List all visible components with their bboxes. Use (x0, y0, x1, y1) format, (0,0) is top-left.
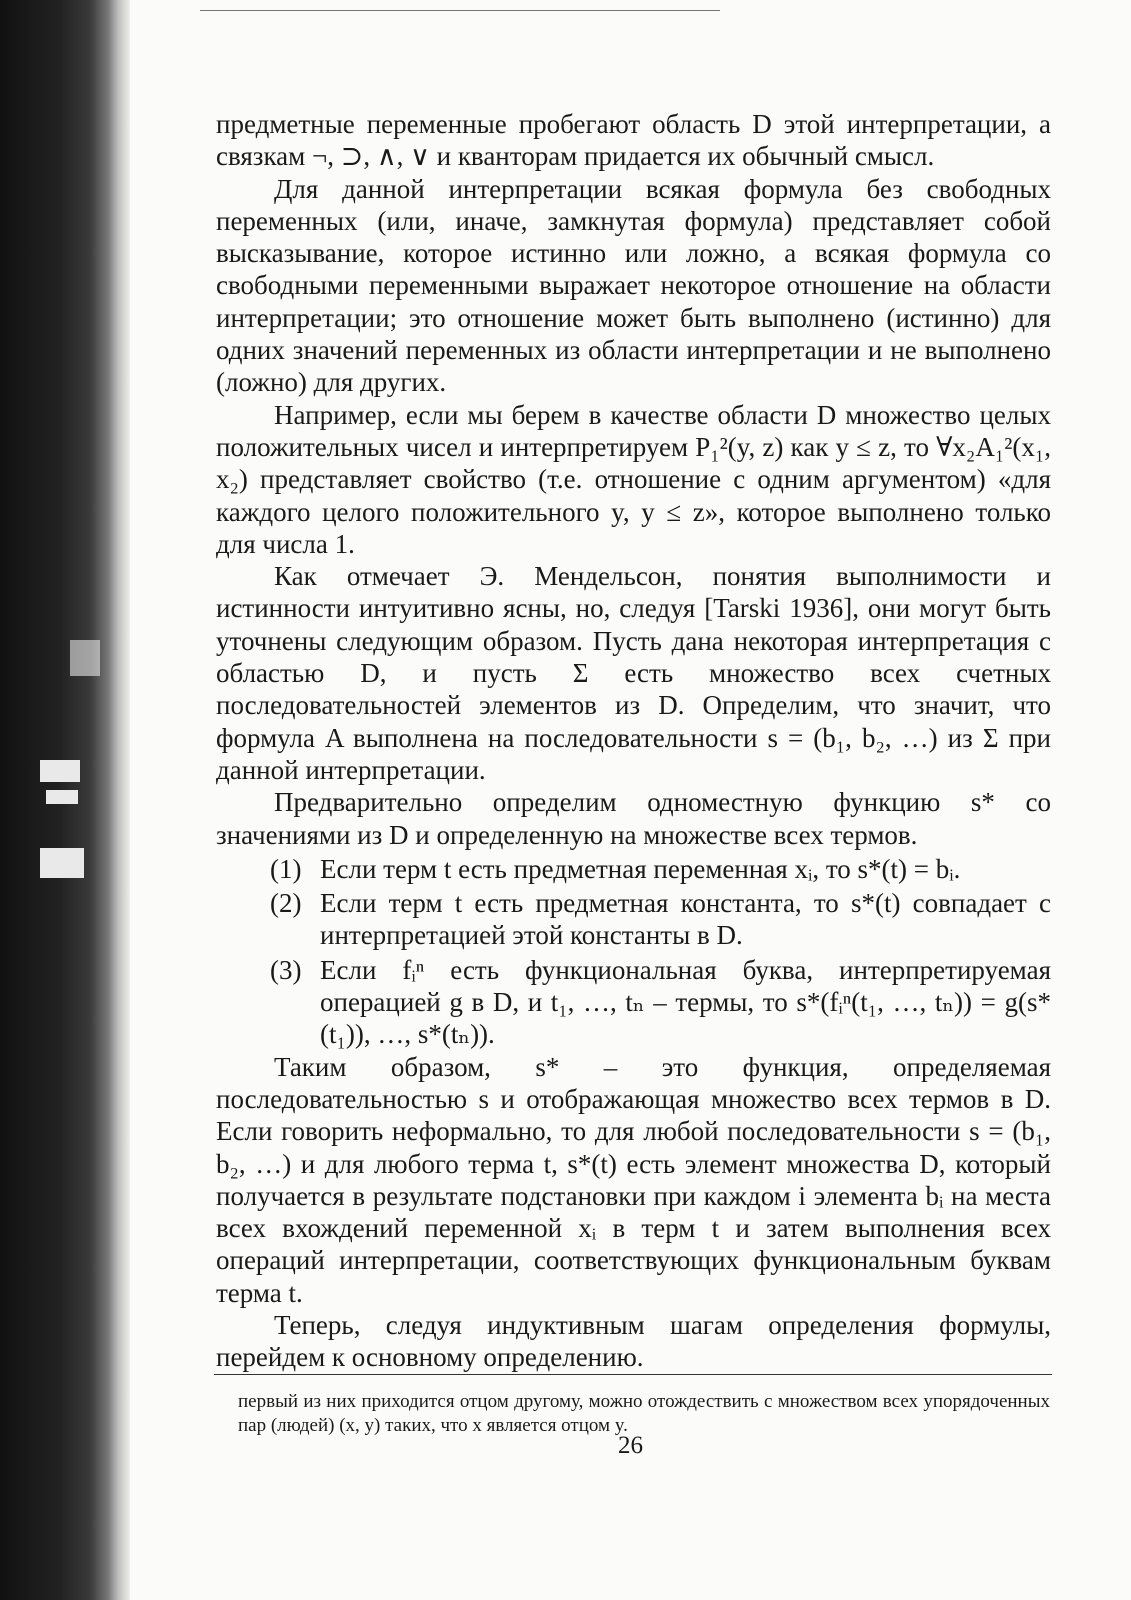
scan-binding-edge (0, 0, 130, 1600)
footnote-separator (214, 1374, 1052, 1375)
paragraph: Предварительно определим одноместную функцию s* со значениями из D и определенную на множестве всех термов. (216, 787, 1051, 850)
list-number: (3) (270, 954, 302, 985)
list-number: (1) (270, 853, 302, 884)
paragraph: Для данной интерпретации всякая формула без свободных переменных (или, иначе, замкнутая формула) представляет собой высказывание, которое истинно или ложно, а всякая формула со свободными переменными выражает некоторое отношение на области интерпретации; это отношение может быть выполнено (истинно) для одних значений переменных из области интерпретации и не выполнено (ложно) для других. (216, 173, 1051, 398)
page-number: 26 (618, 1432, 643, 1459)
list-text: Если терм t есть предметная константа, то s*(t) совпадает с интерпретацией этой константы в D. (320, 888, 1051, 951)
list-number: (2) (270, 888, 302, 919)
list-item (216, 887, 1051, 952)
footnote: первый из них приходится отцом другому, можно отождествить с множеством всех упорядоченных пар (людей) (x, y) таких, что x является отцом y. (238, 1391, 1050, 1436)
main-text (216, 108, 1051, 1374)
list-item (216, 954, 1051, 1051)
paragraph: предметные переменные пробегают область D этой интерпретации, а связкам ¬, ⊃, ∧, ∨ и кванторам придается их обычный смысл. (216, 109, 1051, 172)
paragraph: Теперь, следуя индуктивным шагам определения формулы, перейдем к основному определению. (216, 1309, 1051, 1373)
paragraph: Таким образом, s* – это функция, определяемая последовательностью s и отображающая множество всех термов в D. Если говорить неформально, то для любой последовательности s = (b₁, b₂, …) и для любого терма t, s*(t) есть элемент множества D, который получается в результате подстановки при каждом i элемента bᵢ на места всех вхождений переменной xᵢ в терм t и затем выполнения всех операций интерпретации, соответствующих функциональным буквам терма t. (216, 1051, 1051, 1308)
list-text: Если fᵢⁿ есть функциональная буква, интерпретируемая операцией g в D, и t₁, …, tₙ – термы, то s*(fᵢⁿ(t₁, …, tₙ)) = g(s*(t₁)), …, s*(tₙ)). (320, 954, 1051, 1050)
list-item (216, 853, 1051, 885)
paragraph: Как отмечает Э. Мендельсон, понятия выполнимости и истинности интуитивно ясны, но, следуя [Tarski 1936], они могут быть уточнены следующим образом. Пусть дана некоторая интерпретация с областью D, и пусть Σ есть множество всех счетных последовательностей элементов из D. Определим, что значит, что формула A выполнена на последовательности s = (b₁, b₂, …) из Σ при данной интерпретации. (216, 561, 1051, 785)
page-number-container (0, 1432, 1131, 1460)
paragraph: Например, если мы берем в качестве области D множество целых положительных чисел и интерпретируем P₁²(y, z) как y ≤ z, то ∀x₂A₁²(x₁, x₂) представляет свойство (т.е. отношение с одним аргументом) «для каждого целого положительного y, y ≤ z», которое выполнено только для числа 1. (216, 399, 1051, 559)
scan-top-rule (200, 10, 720, 11)
list-text: Если терм t есть предметная переменная xᵢ, то s*(t) = bᵢ. (320, 853, 961, 884)
